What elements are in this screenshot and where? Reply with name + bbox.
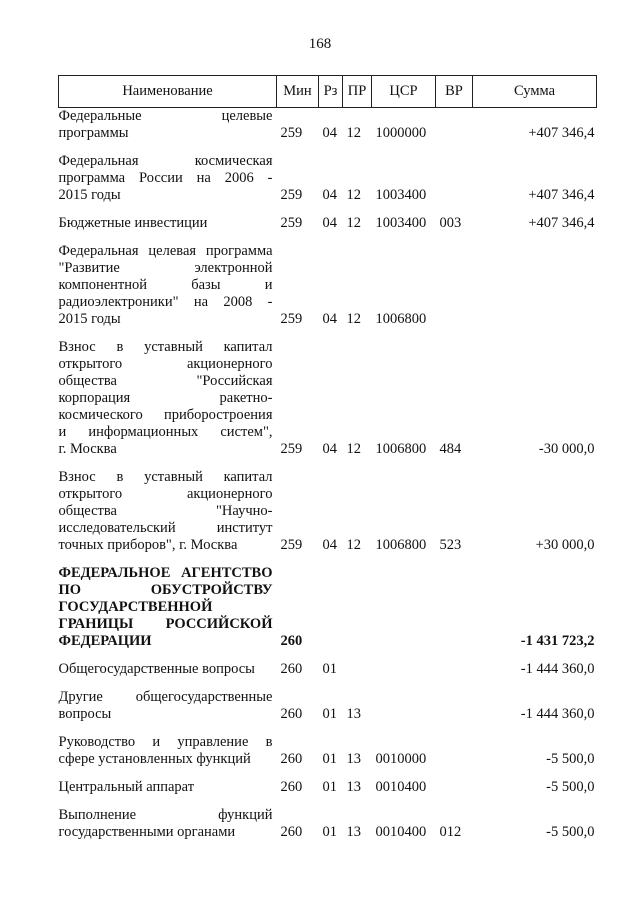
row-csr: 1003400 bbox=[375, 215, 427, 231]
row-sum: -1 431 723,2 bbox=[520, 633, 595, 649]
row-rz: 01 bbox=[322, 779, 337, 795]
row-name-line: Другие общегосударственные bbox=[58, 689, 273, 705]
table-body bbox=[59, 108, 597, 842]
row-name bbox=[59, 768, 277, 796]
header-csr: ЦСР bbox=[372, 76, 436, 108]
row-rz: 04 bbox=[322, 311, 337, 327]
page-number: 168 bbox=[308, 36, 332, 52]
row-min: 260 bbox=[280, 633, 303, 649]
row-name-line: сфере установленных функций bbox=[58, 751, 251, 767]
row-pr: 13 bbox=[346, 706, 361, 722]
row-name-line: Бюджетные инвестиции bbox=[58, 215, 208, 231]
row-csr: 0010000 bbox=[375, 751, 427, 767]
row-rz: 01 bbox=[322, 706, 337, 722]
header-name: Наименование bbox=[59, 76, 277, 108]
row-csr: 1000000 bbox=[375, 125, 427, 141]
row-sum bbox=[473, 232, 597, 328]
row-min: 259 bbox=[280, 537, 303, 553]
row-vr bbox=[436, 723, 473, 768]
row-name-line: точных приборов", г. Москва bbox=[58, 537, 238, 553]
row-name-line: вопросы bbox=[58, 706, 112, 722]
row-min: 259 bbox=[280, 441, 303, 457]
row-sum: -30 000,0 bbox=[538, 441, 595, 457]
row-name-line: "Развитие электронной bbox=[58, 260, 273, 276]
row-pr: 12 bbox=[346, 125, 361, 141]
table-row bbox=[59, 723, 597, 768]
row-sum: -5 500,0 bbox=[546, 824, 595, 840]
row-vr: 012 bbox=[439, 824, 462, 840]
table-row bbox=[59, 678, 597, 723]
row-pr bbox=[343, 554, 372, 650]
row-csr: 1006800 bbox=[375, 537, 427, 553]
row-name bbox=[59, 232, 277, 328]
row-min: 260 bbox=[280, 824, 303, 840]
row-name-line: программа России на 2006 - bbox=[58, 170, 273, 186]
row-min: 259 bbox=[280, 187, 303, 203]
table-row bbox=[59, 232, 597, 328]
row-name-line: открытого акционерного bbox=[58, 486, 273, 502]
row-vr: 523 bbox=[439, 537, 462, 553]
row-name-line: ГРАНИЦЫ РОССИЙСКОЙ bbox=[58, 616, 273, 632]
row-vr bbox=[436, 142, 473, 204]
row-vr bbox=[436, 108, 473, 143]
row-name bbox=[59, 328, 277, 458]
row-name bbox=[59, 458, 277, 554]
row-sum: -5 500,0 bbox=[546, 751, 595, 767]
row-csr: 1006800 bbox=[375, 311, 427, 327]
row-name bbox=[59, 796, 277, 841]
row-rz: 01 bbox=[322, 824, 337, 840]
row-sum: +407 346,4 bbox=[528, 215, 595, 231]
row-rz: 04 bbox=[322, 537, 337, 553]
row-vr bbox=[436, 768, 473, 796]
row-name-line: Общегосударственные вопросы bbox=[58, 661, 255, 677]
row-csr: 0010400 bbox=[375, 824, 427, 840]
row-name-line: космического приборостроения bbox=[58, 407, 273, 423]
header-pr: ПР bbox=[343, 76, 372, 108]
row-name-line: ПО ОБУСТРОЙСТВУ bbox=[58, 582, 273, 598]
row-vr: 484 bbox=[439, 441, 462, 457]
row-name-line: государственными органами bbox=[58, 824, 236, 840]
row-name-line: исследовательский институт bbox=[58, 520, 273, 536]
row-pr: 13 bbox=[346, 779, 361, 795]
row-sum: +407 346,4 bbox=[528, 187, 595, 203]
row-sum: -5 500,0 bbox=[546, 779, 595, 795]
table-row bbox=[59, 108, 597, 143]
header-min: Мин bbox=[277, 76, 319, 108]
row-min: 260 bbox=[280, 751, 303, 767]
row-rz: 04 bbox=[322, 125, 337, 141]
row-name-line: Взнос в уставный капитал bbox=[58, 339, 273, 355]
row-name bbox=[59, 204, 277, 232]
row-name-line: и информационных систем", bbox=[58, 424, 273, 440]
row-min: 260 bbox=[280, 706, 303, 722]
row-name-line: Федеральная целевая программа bbox=[58, 243, 273, 259]
row-min: 259 bbox=[280, 215, 303, 231]
table-row bbox=[59, 458, 597, 554]
header-rz: Рз bbox=[319, 76, 343, 108]
row-name-line: Федеральные целевые bbox=[58, 108, 273, 124]
row-rz: 01 bbox=[322, 661, 337, 677]
row-name-line: корпорация ракетно- bbox=[58, 390, 273, 406]
row-min: 259 bbox=[280, 311, 303, 327]
row-pr: 12 bbox=[346, 187, 361, 203]
row-vr bbox=[436, 678, 473, 723]
table-row bbox=[59, 650, 597, 678]
row-rz bbox=[319, 554, 343, 650]
row-name-line: Федеральная космическая bbox=[58, 153, 273, 169]
row-name-line: программы bbox=[58, 125, 129, 141]
header-vr: ВР bbox=[436, 76, 473, 108]
row-name bbox=[59, 554, 277, 650]
row-rz: 01 bbox=[322, 751, 337, 767]
row-name bbox=[59, 142, 277, 204]
row-pr: 12 bbox=[346, 441, 361, 457]
row-rz: 04 bbox=[322, 187, 337, 203]
row-pr: 12 bbox=[346, 537, 361, 553]
row-pr: 13 bbox=[346, 824, 361, 840]
row-name-line: г. Москва bbox=[58, 441, 117, 457]
row-name-line: компонентной базы и bbox=[58, 277, 273, 293]
row-vr bbox=[436, 554, 473, 650]
row-name bbox=[59, 650, 277, 678]
row-pr: 13 bbox=[346, 751, 361, 767]
row-name bbox=[59, 678, 277, 723]
row-csr: 1003400 bbox=[375, 187, 427, 203]
row-name-line: общества "Научно- bbox=[58, 503, 273, 519]
row-pr bbox=[343, 650, 372, 678]
table-row bbox=[59, 204, 597, 232]
row-name-line: Руководство и управление в bbox=[58, 734, 273, 750]
row-name-line: ФЕДЕРАЛЬНОЕ АГЕНТСТВО bbox=[58, 565, 273, 581]
row-csr bbox=[372, 678, 436, 723]
row-name-line: 2015 годы bbox=[58, 187, 121, 203]
table-row bbox=[59, 768, 597, 796]
row-name-line: Выполнение функций bbox=[58, 807, 273, 823]
table-row bbox=[59, 796, 597, 841]
row-vr bbox=[436, 650, 473, 678]
row-name bbox=[59, 723, 277, 768]
row-csr bbox=[372, 650, 436, 678]
row-sum: -1 444 360,0 bbox=[520, 661, 595, 677]
row-min: 260 bbox=[280, 661, 303, 677]
row-pr: 12 bbox=[346, 215, 361, 231]
row-name-line: Центральный аппарат bbox=[58, 779, 195, 795]
table-row bbox=[59, 328, 597, 458]
row-name-line: Взнос в уставный капитал bbox=[58, 469, 273, 485]
row-min: 260 bbox=[280, 779, 303, 795]
row-name-line: общества "Российская bbox=[58, 373, 273, 389]
table-header-row bbox=[59, 76, 597, 108]
row-name-line: ФЕДЕРАЦИИ bbox=[58, 633, 152, 649]
budget-table bbox=[58, 75, 597, 841]
table-row bbox=[59, 142, 597, 204]
row-name-line: 2015 годы bbox=[58, 311, 121, 327]
row-min: 259 bbox=[280, 125, 303, 141]
row-vr: 003 bbox=[439, 215, 462, 231]
row-name bbox=[59, 108, 277, 143]
row-sum: +407 346,4 bbox=[528, 125, 595, 141]
row-rz: 04 bbox=[322, 441, 337, 457]
row-name-line: радиоэлектроники" на 2008 - bbox=[58, 294, 273, 310]
row-name-line: открытого акционерного bbox=[58, 356, 273, 372]
table-row bbox=[59, 554, 597, 650]
row-csr: 0010400 bbox=[375, 779, 427, 795]
row-csr bbox=[372, 554, 436, 650]
row-name-line: ГОСУДАРСТВЕННОЙ bbox=[58, 599, 213, 615]
row-rz: 04 bbox=[322, 215, 337, 231]
header-sum: Сумма bbox=[473, 76, 597, 108]
row-csr: 1006800 bbox=[375, 441, 427, 457]
row-vr bbox=[436, 232, 473, 328]
row-sum: -1 444 360,0 bbox=[520, 706, 595, 722]
row-pr: 12 bbox=[346, 311, 361, 327]
row-sum: +30 000,0 bbox=[535, 537, 595, 553]
